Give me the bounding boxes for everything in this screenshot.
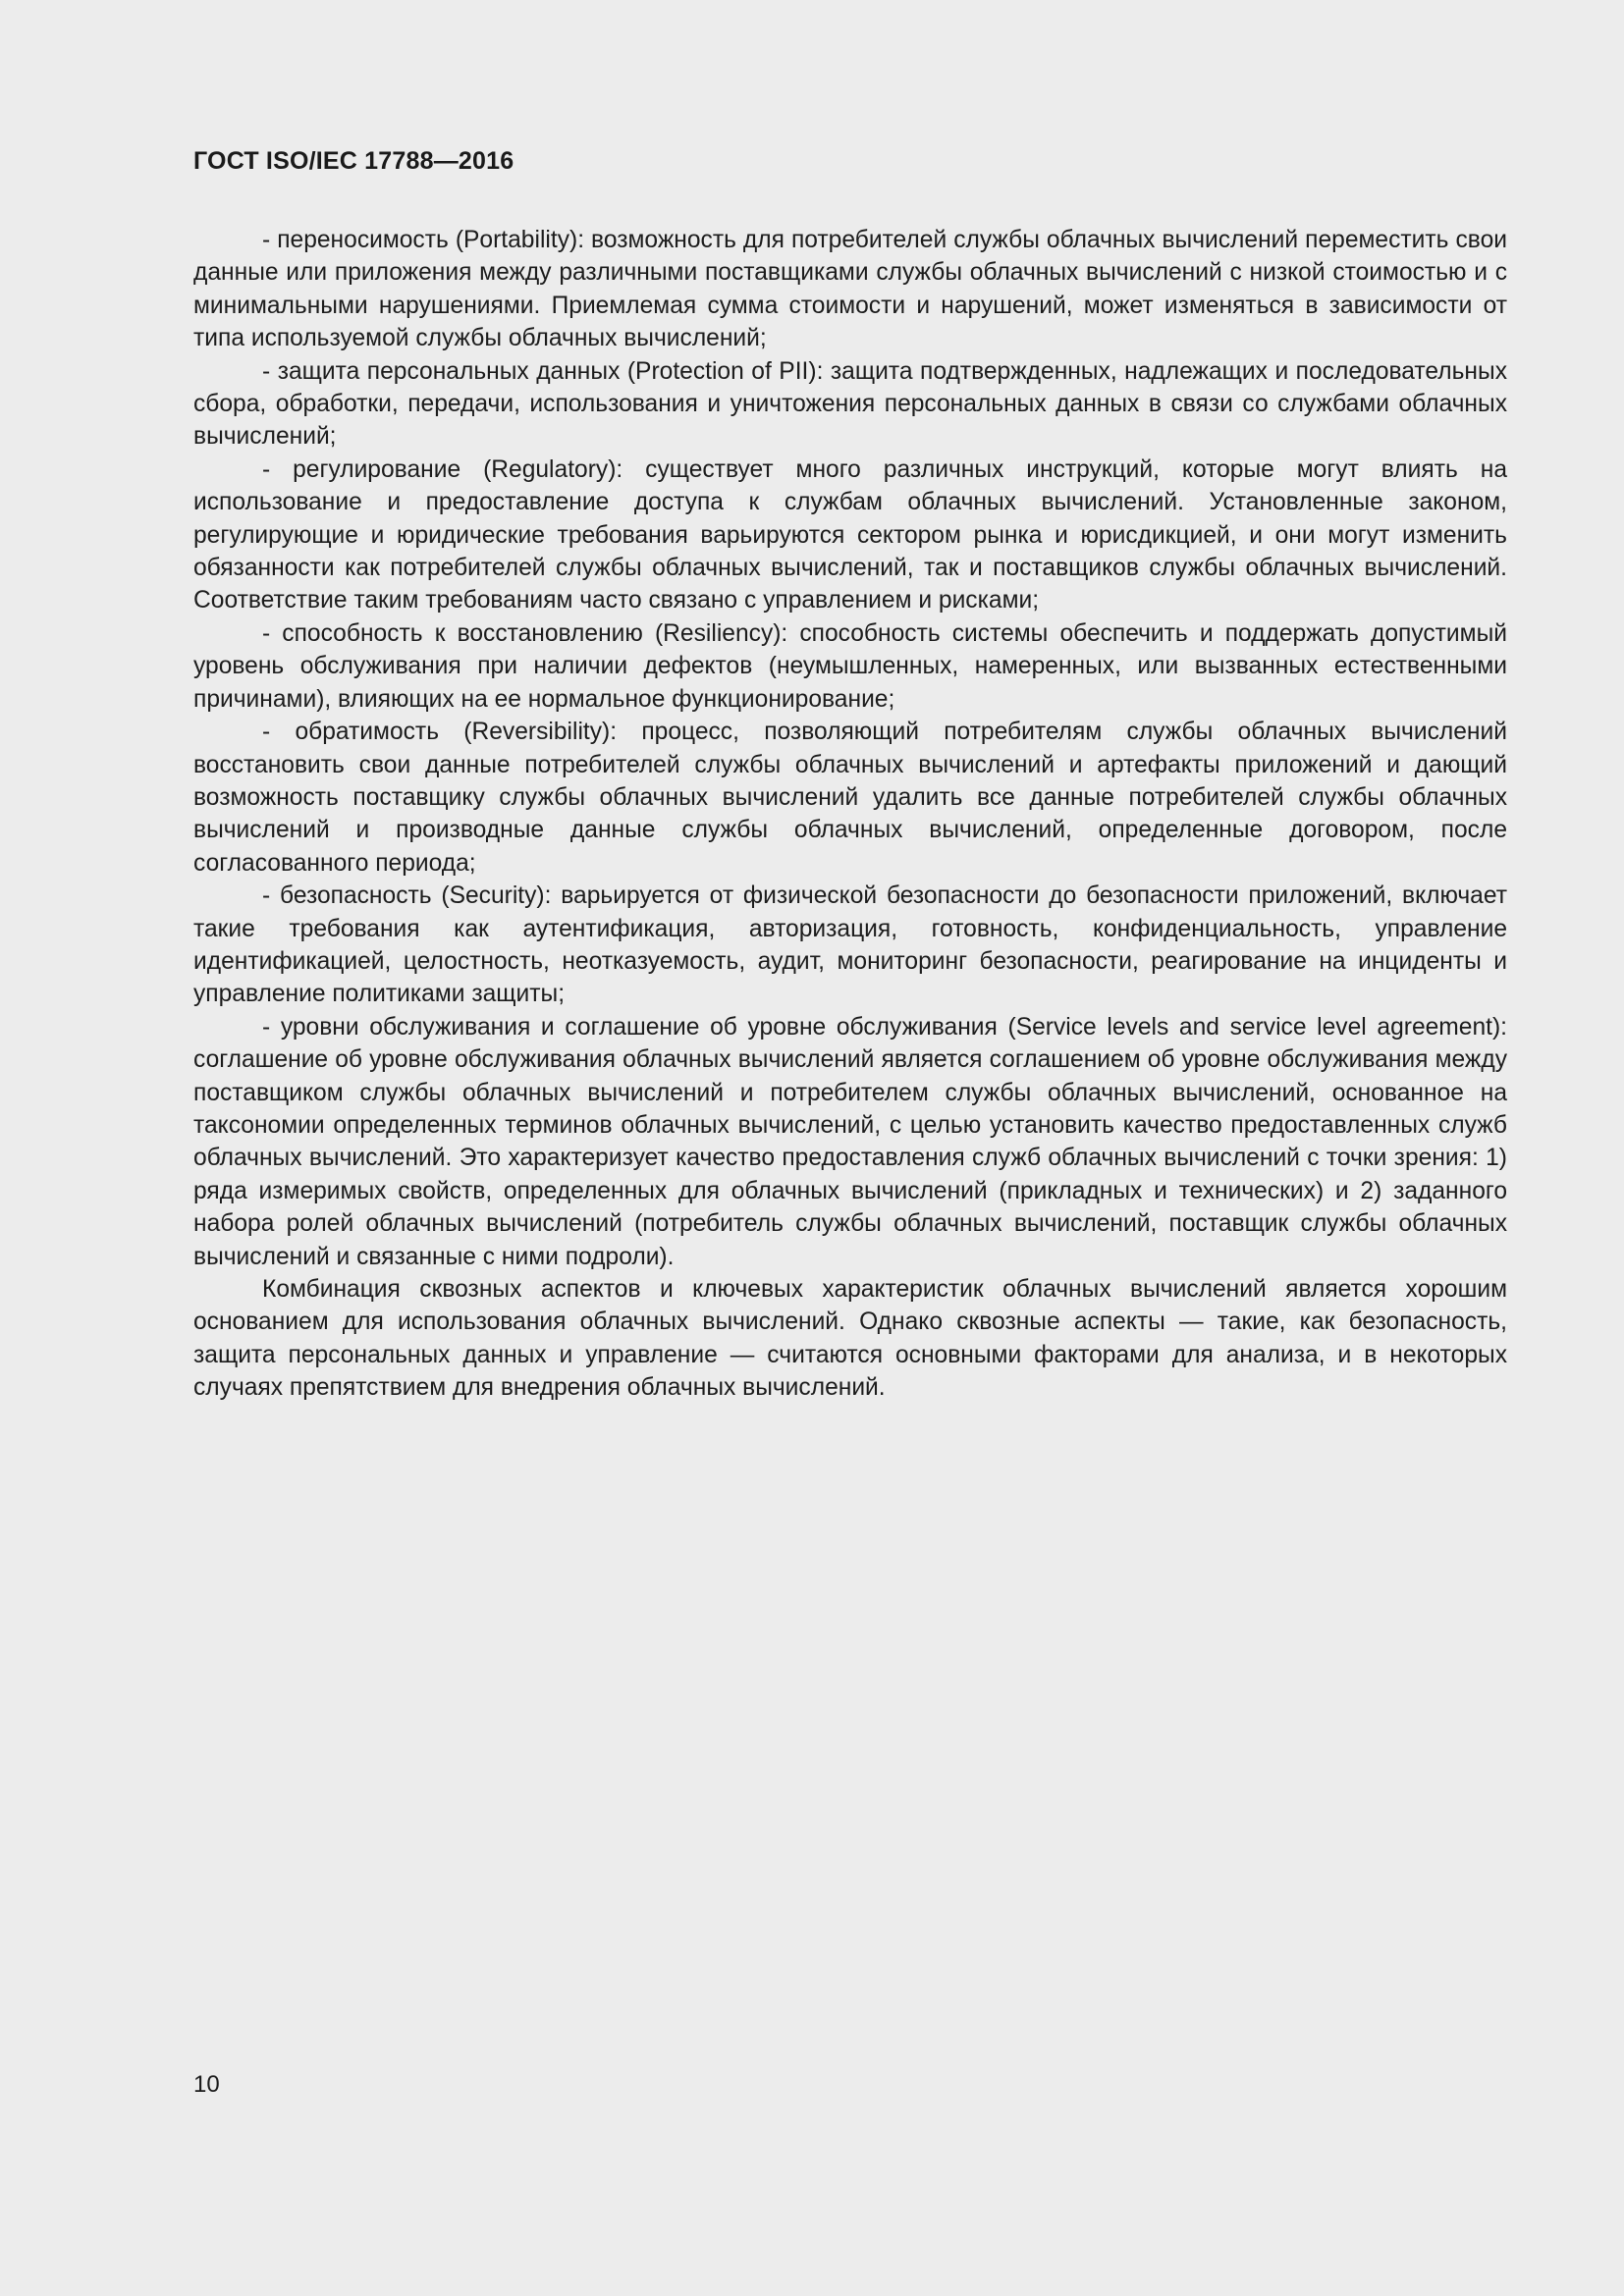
document-header: ГОСТ ISO/IEC 17788—2016 bbox=[193, 147, 514, 175]
paragraph-conclusion: Комбинация сквозных аспектов и ключевых характеристик облачных вычислений является хорошим основанием для использования облачных вычислений. Однако сквозные аспекты — такие, как безопасность, защита персональных данных и управление — считаются основными факторами для анализа, и в некоторых случаях препятствием для внедрения облачных вычислений. bbox=[193, 1276, 1507, 1402]
paragraph-protection-of-pii: - защита персональных данных (Protection of PII): защита подтвержденных, надлежащих и последовательных сбора, обработки, передачи, использования и уничтожения персональных данных в связи со службами облачных вычислений; bbox=[193, 357, 1507, 451]
paragraph-reversibility: - обратимость (Reversibility): процесс, позволяющий потребителям службы облачных вычислений восстановить свои данные потребителей службы облачных вычислений и артефакты приложений и дающий возможность поставщику службы облачных вычислений удалить все данные потребителей службы облачных вычислений и производные данные службы облачных вычислений, определенные договором, после согласованного периода; bbox=[193, 719, 1507, 877]
paragraph-regulatory: - регулирование (Regulatory): существует много различных инструкций, которые могут влиять на использование и предоставление доступа к службам облачных вычислений. Установленные законом, регулирующие и юридические требования варьируются сектором рынка и юрисдикцией, и они могут изменить обязанности как потребителей службы облачных вычислений, так и поставщиков службы облачных вычислений. Соответствие таким требованиям часто связано с управлением и рисками; bbox=[193, 455, 1507, 614]
page-number: 10 bbox=[193, 2071, 220, 2098]
paragraph-portability: - переносимость (Portability): возможность для потребителей службы облачных вычислений переместить свои данные или приложения между различными поставщиками службы облачных вычислений с низкой стоимостью и с минимальными нарушениями. Приемлемая сумма стоимости и нарушений, может изменяться в зависимости от типа используемой службы облачных вычислений; bbox=[193, 227, 1507, 352]
paragraph-service-levels: - уровни обслуживания и соглашение об уровне обслуживания (Service levels and service level agreement): соглашение об уровне обслуживания облачных вычислений является соглашением об уровне обслуживания между поставщиком службы облачных вычислений и потребителем службы облачных вычислений, основанное на таксономии определенных терминов облачных вычислений, с целью установить качество предоставленных служб облачных вычислений. Это характеризует качество предоставления служб облачных вычислений с точки зрения: 1) ряда измеримых свойств, определенных для облачных вычислений (прикладных и технических) и 2) заданного набора ролей облачных вычислений (потребитель службы облачных вычислений, поставщик службы облачных вычислений и связанные с ними подроли). bbox=[193, 1013, 1507, 1270]
paragraph-resiliency: - способность к восстановлению (Resiliency): способность системы обеспечить и поддержать допустимый уровень обслуживания при наличии дефектов (неумышленных, намеренных, или вызванных естественными причинами), влияющих на ее нормальное функционирование; bbox=[193, 619, 1507, 713]
document-body bbox=[193, 224, 1507, 1405]
paragraph-security: - безопасность (Security): варьируется от физической безопасности до безопасности приложений, включает такие требования как аутентификация, авторизация, готовность, конфиденциальность, управление идентификацией, целостность, неотказуемость, аудит, мониторинг безопасности, реагирование на инциденты и управление политиками защиты; bbox=[193, 882, 1507, 1008]
